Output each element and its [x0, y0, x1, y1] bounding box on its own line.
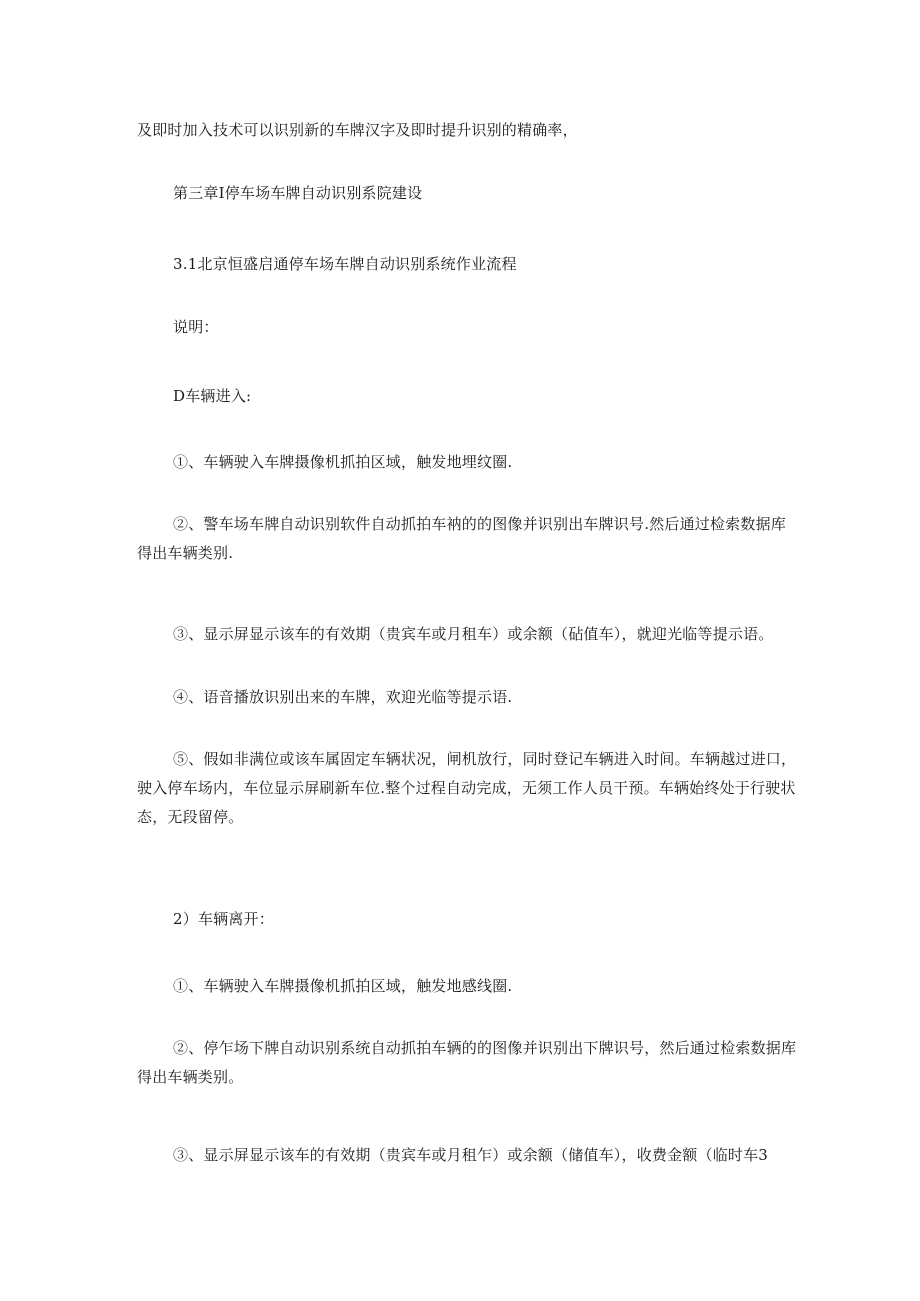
entry-step-4: ④、语音播放识别出来的车牌，欢迎光临等提示语. [173, 688, 513, 706]
section-heading: 3.1北京恒盛启通停车场车牌自动识别系统作业流程 [173, 255, 517, 273]
vehicle-exit-heading: 2）车辆离开： [173, 910, 274, 928]
entry-step-5: ⑤、假如非满位或该车属固定车辆状况，闸机放行，同时登记车辆进入时间。车辆越过进口，驶入停车场内，车位显示屏刷新车位.整个过程自动完成，无须工作人员干预。车辆始终处于行驶状态，无段留停。 [137, 750, 797, 826]
entry-step-3: ③、显示屏显示该车的有效期（贵宾车或月租车）或余额（砧值车），就迎光临等提示语。 [173, 625, 774, 643]
chapter-heading: 第三章I停车场车牌自动识别系院建设 [173, 184, 423, 202]
paragraph-intro: 及即时加入技术可以识别新的车牌汉字及即时提升识别的精确率， [137, 121, 578, 139]
exit-step-2: ②、停乍场下牌自动识别系统自动抓拍车辆的的图像并识别出下牌识号，然后通过检索数据库得出车辆类别。 [137, 1039, 797, 1086]
entry-step-2: ②、警车场车牌自动识别软件自动抓拍车衲的的图像并识别出车牌识号.然后通过检索数据库得出车辆类别. [137, 515, 786, 562]
entry-step-1: ①、车辆驶入车牌摄像机抓拍区域，触发地埋纹圈. [173, 453, 513, 471]
vehicle-entry-heading: D车辆进入: [173, 387, 252, 405]
exit-step-1: ①、车辆驶入车牌摄像机抓拍区域，触发地感线圈. [173, 977, 513, 995]
exit-step-3: ③、显示屏显示该车的有效期（贵宾车或月租乍）或余额（储值车），收费金额（临时车3 [173, 1146, 769, 1164]
explanation-label: 说明： [173, 318, 219, 336]
